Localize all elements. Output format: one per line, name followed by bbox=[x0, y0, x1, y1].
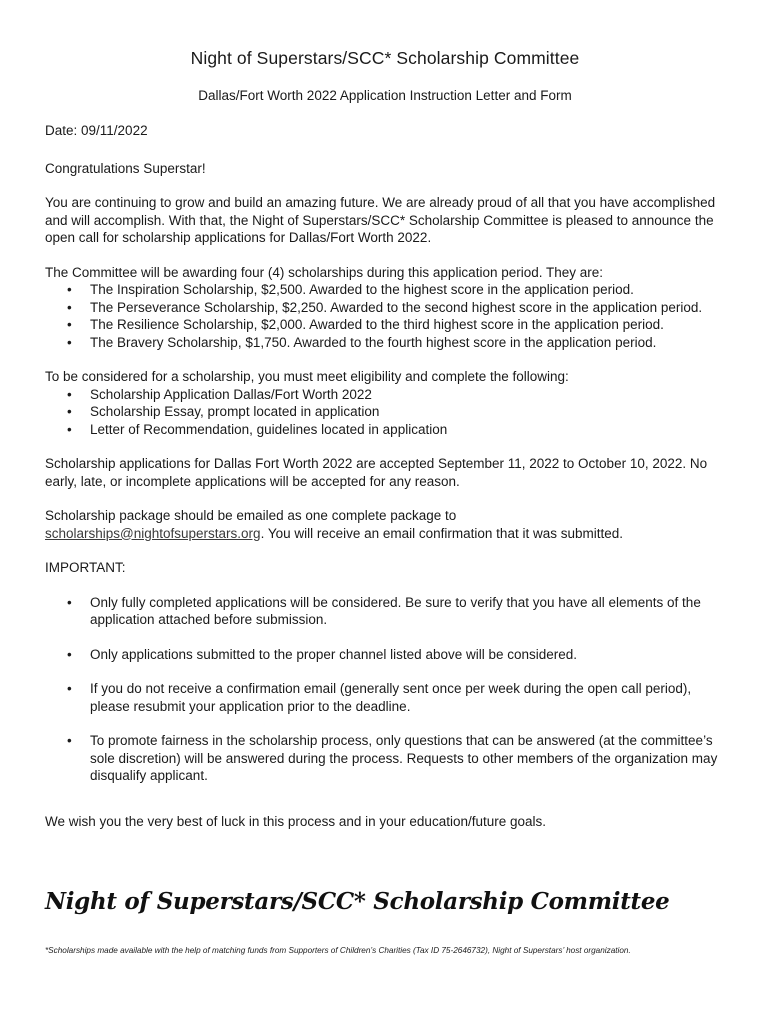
page-subtitle: Dallas/Fort Worth 2022 Application Instruction Letter and Form bbox=[198, 88, 572, 103]
requirement-application: Scholarship Application Dallas/Fort Worth 2022 bbox=[90, 386, 372, 402]
bullet-icon: • bbox=[67, 282, 72, 297]
list-item bbox=[45, 646, 730, 664]
scholarship-resilience: The Resilience Scholarship, $2,000. Awarded to the third highest score in the application period. bbox=[90, 317, 664, 332]
list-item bbox=[45, 281, 730, 299]
important-item-fairness: To promote fairness in the scholarship process, only questions that can be answered (at the committee’s sole discretion) will be answered during the process. Requests to other members of the organization may disqualify applicant. bbox=[90, 733, 718, 783]
important-item-channel: Only applications submitted to the proper channel listed above will be considered. bbox=[90, 646, 578, 662]
bullet-icon: • bbox=[67, 646, 72, 662]
scholarship-perseverance: The Perseverance Scholarship, $2,250. Awarded to the second highest score in the application period. bbox=[90, 299, 703, 315]
list-item bbox=[45, 386, 730, 404]
list-item bbox=[45, 403, 730, 421]
list-item bbox=[45, 680, 730, 715]
email-text-after: . You will receive an email confirmation that it was submitted. bbox=[260, 525, 623, 541]
important-item-confirmation: If you do not receive a confirmation email (generally sent once per week during the open call period), please resubmit your application prior to the deadline. bbox=[90, 681, 692, 714]
bullet-icon: • bbox=[67, 681, 72, 696]
important-label: IMPORTANT: bbox=[45, 560, 126, 575]
list-item bbox=[45, 299, 730, 317]
bullet-icon: • bbox=[67, 404, 72, 419]
bullet-icon: • bbox=[67, 386, 72, 402]
bullet-icon: • bbox=[67, 421, 72, 437]
list-item bbox=[45, 594, 730, 629]
email-link[interactable]: scholarships@nightofsuperstars.org bbox=[45, 525, 261, 541]
bullet-icon: • bbox=[67, 733, 72, 748]
requirement-essay: Scholarship Essay, prompt located in application bbox=[90, 404, 380, 419]
intro-paragraph: You are continuing to grow and build an amazing future. We are already proud of all that you have accomplished and will accomplish. With that, the Night of Superstars/SCC* Scholarship Committee is pleased to announce the open call for scholarship applications for Dallas/Fort Worth 2022. bbox=[45, 195, 716, 245]
letter-date: Date: 09/11/2022 bbox=[45, 123, 148, 138]
important-item-complete: Only fully completed applications will be considered. Be sure to verify that you have all elements of the application attached before submission. bbox=[90, 594, 701, 627]
bullet-icon: • bbox=[67, 299, 72, 315]
scholarship-list bbox=[45, 281, 730, 351]
bullet-icon: • bbox=[67, 334, 72, 350]
requirements-list bbox=[45, 386, 730, 439]
requirements-intro: To be considered for a scholarship, you must meet eligibility and complete the following: bbox=[45, 369, 569, 384]
email-instructions bbox=[45, 507, 730, 542]
list-item bbox=[45, 334, 730, 352]
list-item bbox=[45, 316, 730, 334]
important-list bbox=[45, 594, 730, 785]
bullet-icon: • bbox=[67, 594, 72, 610]
scholarship-bravery: The Bravery Scholarship, $1,750. Awarded to the fourth highest score in the application period. bbox=[90, 334, 657, 350]
letter-body bbox=[45, 120, 730, 830]
email-text-before: Scholarship package should be emailed as one complete package to bbox=[45, 508, 457, 523]
footnote: *Scholarships made available with the help of matching funds from Supporters of Children’s Charities (Tax ID 75-2646732), Night of Superstars’ host organization. bbox=[45, 946, 631, 955]
page-title: Night of Superstars/SCC* Scholarship Committee bbox=[190, 48, 580, 68]
requirement-recommendation: Letter of Recommendation, guidelines located in application bbox=[90, 421, 448, 437]
bullet-icon: • bbox=[67, 317, 72, 332]
closing-line: We wish you the very best of luck in this process and in your education/future goals. bbox=[45, 813, 547, 829]
scholarship-inspiration: The Inspiration Scholarship, $2,500. Awarded to the highest score in the application period. bbox=[90, 282, 634, 297]
signature: Night of Superstars/SCC* Scholarship Committee bbox=[45, 888, 670, 915]
awarding-intro: The Committee will be awarding four (4) scholarships during this application period. They are: bbox=[45, 264, 604, 280]
list-item bbox=[45, 732, 730, 785]
list-item bbox=[45, 421, 730, 439]
letter-greeting: Congratulations Superstar! bbox=[45, 160, 206, 176]
application-period: Scholarship applications for Dallas Fort Worth 2022 are accepted September 11, 2022 to October 10, 2022. No early, late, or incomplete applications will be accepted for any reason. bbox=[45, 456, 708, 489]
